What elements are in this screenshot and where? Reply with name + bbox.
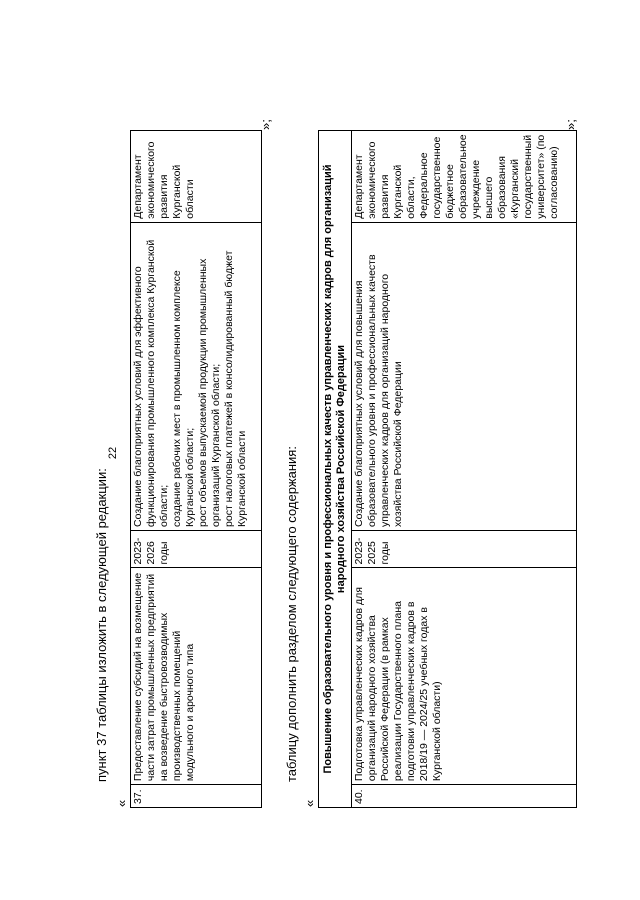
section-heading-row <box>319 131 352 808</box>
caption-new-section: таблицу дополнить разделом следующего содержания: <box>284 446 299 782</box>
measure-name: Предоставление субсидий на возмещение части затрат промышленных предприятий на возведение быстровозводимых производственных помещений модульного и арочного типа <box>131 568 262 785</box>
responsible-executor: Департамент экономического развития Курганской области <box>131 131 262 223</box>
responsible-line: Департамент экономического развития Курганской области, <box>353 141 417 219</box>
result-line: рост объемов выпускаемой продукции промышленных организаций Курганской области; <box>197 258 222 527</box>
caption-item-37: пункт 37 таблицы изложить в следующей редакции: <box>94 468 109 782</box>
table-item-37 <box>130 130 262 808</box>
table-row <box>131 131 262 808</box>
expected-results: Создание благоприятных условий для повышения образовательного уровня и профессиональных качеств управленческих кадров для организаций народного хозяйства Российской Федерации <box>352 222 577 530</box>
closing-quote-2: »; <box>563 119 578 130</box>
result-line: создание рабочих мест в промышленном комплексе Курганской области; <box>171 270 196 527</box>
responsible-line: Федеральное государственное бюджетное образовательное учреждение высшего образования «Курганский государственный университет» (по согласованию) <box>418 134 560 219</box>
opening-quote-2: « <box>302 799 317 807</box>
responsible-executor <box>352 131 577 223</box>
measure-name: Подготовка управленческих кадров для организаций народного хозяйства Российской Федерации (в рамках реализации Государственного плана подготовки управленческих кадров в 2018/19 — 2024/25 учебных годах в Курганской области) <box>352 568 577 785</box>
closing-quote-1: »; <box>258 119 273 130</box>
row-number: 40. <box>352 785 577 808</box>
result-line: Создание благоприятных условий для эффективного функционирования промышленного комплекса Курганской области; <box>132 239 170 527</box>
implementation-years: 2023-2025 годы <box>352 530 577 567</box>
implementation-years: 2023-2026 годы <box>131 530 262 567</box>
expected-results <box>131 222 262 530</box>
result-line: рост налоговых платежей в консолидированный бюджет Курганской области <box>223 250 248 527</box>
row-number: 37. <box>131 785 262 808</box>
table-new-section <box>318 130 577 808</box>
section-heading: Повышение образовательного уровня и профессиональных качеств управленческих кадров для организаций народного хозяйства Российской Федерации <box>319 131 352 808</box>
page-number: 22 <box>107 446 119 460</box>
opening-quote-1: « <box>114 799 129 807</box>
table-row <box>352 131 577 808</box>
